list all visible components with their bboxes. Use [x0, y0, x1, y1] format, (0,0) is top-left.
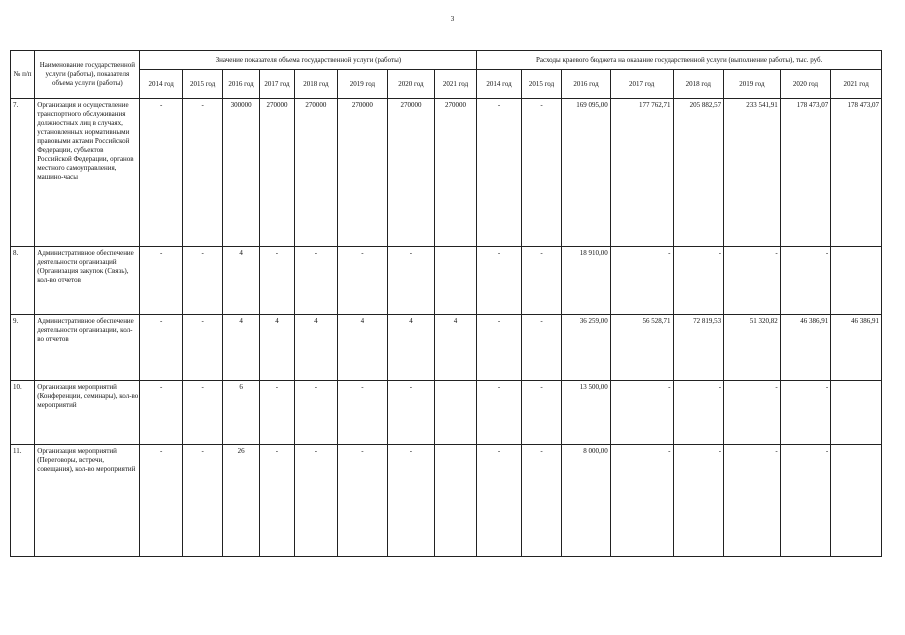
cost-cell: 13 500,00 — [562, 381, 611, 445]
volume-cell: - — [140, 445, 182, 557]
header-volume-year: 2016 год — [223, 70, 259, 99]
cost-cell: - — [780, 247, 831, 315]
table-row — [11, 445, 882, 557]
volume-cell: 6 — [223, 381, 259, 445]
cost-cell: - — [780, 445, 831, 557]
cost-cell: 178 473,07 — [831, 99, 882, 247]
volume-cell: 270000 — [295, 99, 337, 247]
volume-cell: - — [388, 381, 435, 445]
header-cost-group: Расходы краевого бюджета на оказание государственной услуги (выполнение работы), тыс. руб. — [477, 51, 882, 70]
cost-cell: - — [610, 247, 673, 315]
header-volume-year: 2014 год — [140, 70, 182, 99]
cost-cell: - — [780, 381, 831, 445]
cost-cell: - — [477, 247, 522, 315]
header-volume-group: Значение показателя объема государственной услуги (работы) — [140, 51, 477, 70]
volume-cell: - — [259, 247, 294, 315]
cost-cell: - — [521, 99, 561, 247]
header-volume-year: 2020 год — [388, 70, 435, 99]
row-number: 8. — [11, 247, 35, 315]
row-number: 9. — [11, 315, 35, 381]
cost-cell: - — [673, 445, 724, 557]
volume-cell — [434, 247, 477, 315]
cost-cell: 18 910,00 — [562, 247, 611, 315]
header-cost-year: 2020 год — [780, 70, 831, 99]
volume-cell: - — [259, 381, 294, 445]
cost-cell: 169 095,00 — [562, 99, 611, 247]
volume-cell: 270000 — [434, 99, 477, 247]
cost-cell — [831, 247, 882, 315]
volume-cell: - — [140, 99, 182, 247]
cost-cell: 46 386,91 — [831, 315, 882, 381]
cost-cell: 36 259,00 — [562, 315, 611, 381]
cost-cell: - — [477, 381, 522, 445]
header-volume-year: 2019 год — [337, 70, 388, 99]
volume-cell: - — [259, 445, 294, 557]
row-number: 10. — [11, 381, 35, 445]
cost-cell: - — [521, 247, 561, 315]
volume-cell: 4 — [259, 315, 294, 381]
header-name: Наименование государственной услуги (работы), показателя объема услуги (работы) — [35, 51, 140, 99]
volume-cell: - — [337, 445, 388, 557]
cost-cell: - — [673, 247, 724, 315]
header-num: № п/п — [11, 51, 35, 99]
header-volume-year: 2021 год — [434, 70, 477, 99]
cost-cell: - — [724, 445, 781, 557]
header-cost-year: 2016 год — [562, 70, 611, 99]
header-cost-year: 2019 год — [724, 70, 781, 99]
volume-cell: - — [140, 381, 182, 445]
cost-cell: 177 762,71 — [610, 99, 673, 247]
row-number: 11. — [11, 445, 35, 557]
cost-cell: - — [673, 381, 724, 445]
cost-cell — [831, 445, 882, 557]
header-cost-year: 2021 год — [831, 70, 882, 99]
volume-cell: 4 — [223, 315, 259, 381]
cost-cell: 178 473,07 — [780, 99, 831, 247]
cost-cell: - — [521, 315, 561, 381]
header-cost-year: 2018 год — [673, 70, 724, 99]
volume-cell: 4 — [295, 315, 337, 381]
cost-cell: - — [477, 99, 522, 247]
cost-cell: - — [477, 315, 522, 381]
header-cost-year: 2017 год — [610, 70, 673, 99]
volume-cell: 270000 — [259, 99, 294, 247]
cost-cell: 51 320,82 — [724, 315, 781, 381]
cost-cell: - — [724, 247, 781, 315]
row-number: 7. — [11, 99, 35, 247]
volume-cell: 270000 — [337, 99, 388, 247]
volume-cell: - — [182, 247, 222, 315]
cost-cell: - — [610, 445, 673, 557]
header-cost-year: 2015 год — [521, 70, 561, 99]
row-service-name: Организация и осуществление транспортного обслуживания должностных лиц в случаях, установленных нормативными правовыми актами Российской Федерации, субъектов Российской Федерации, органов местного самоуправления, машино-часы — [35, 99, 140, 247]
header-volume-year: 2017 год — [259, 70, 294, 99]
page-number: 3 — [450, 15, 455, 23]
cost-cell: - — [610, 381, 673, 445]
cost-cell: 72 819,53 — [673, 315, 724, 381]
volume-cell: - — [140, 315, 182, 381]
table-row — [11, 381, 882, 445]
row-service-name: Организация мероприятий (Переговоры, встречи, совещания), кол-во мероприятий — [35, 445, 140, 557]
volume-cell: 4 — [388, 315, 435, 381]
cost-cell: 46 386,91 — [780, 315, 831, 381]
volume-cell: - — [182, 381, 222, 445]
cost-cell — [831, 381, 882, 445]
row-service-name: Административное обеспечение деятельности организации, кол-во отчетов — [35, 315, 140, 381]
cost-cell: - — [724, 381, 781, 445]
table-row — [11, 99, 882, 247]
volume-cell: - — [295, 445, 337, 557]
header-volume-year: 2015 год — [182, 70, 222, 99]
services-table — [10, 50, 882, 557]
volume-cell: - — [182, 315, 222, 381]
volume-cell: - — [295, 247, 337, 315]
volume-cell: 26 — [223, 445, 259, 557]
volume-cell: 4 — [434, 315, 477, 381]
volume-cell: 270000 — [388, 99, 435, 247]
volume-cell: - — [337, 381, 388, 445]
volume-cell: - — [182, 445, 222, 557]
cost-cell: 233 541,91 — [724, 99, 781, 247]
volume-cell — [434, 381, 477, 445]
volume-cell: 4 — [337, 315, 388, 381]
row-service-name: Административное обеспечение деятельности организаций (Организация закупок (Связь), кол-во отчетов — [35, 247, 140, 315]
header-volume-year: 2018 год — [295, 70, 337, 99]
volume-cell: - — [140, 247, 182, 315]
cost-cell: - — [521, 381, 561, 445]
volume-cell: 4 — [223, 247, 259, 315]
cost-cell: - — [521, 445, 561, 557]
volume-cell: - — [388, 445, 435, 557]
volume-cell: - — [182, 99, 222, 247]
volume-cell: - — [388, 247, 435, 315]
cost-cell: 205 882,57 — [673, 99, 724, 247]
volume-cell: - — [337, 247, 388, 315]
header-years-row — [11, 70, 882, 99]
table-body — [11, 99, 882, 557]
row-service-name: Организация мероприятий (Конференции, семинары), кол-во мероприятий — [35, 381, 140, 445]
table-row — [11, 247, 882, 315]
cost-cell: 56 528,71 — [610, 315, 673, 381]
volume-cell — [434, 445, 477, 557]
header-cost-year: 2014 год — [477, 70, 522, 99]
volume-cell: 300000 — [223, 99, 259, 247]
volume-cell: - — [295, 381, 337, 445]
cost-cell: - — [477, 445, 522, 557]
table-row — [11, 315, 882, 381]
cost-cell: 8 000,00 — [562, 445, 611, 557]
